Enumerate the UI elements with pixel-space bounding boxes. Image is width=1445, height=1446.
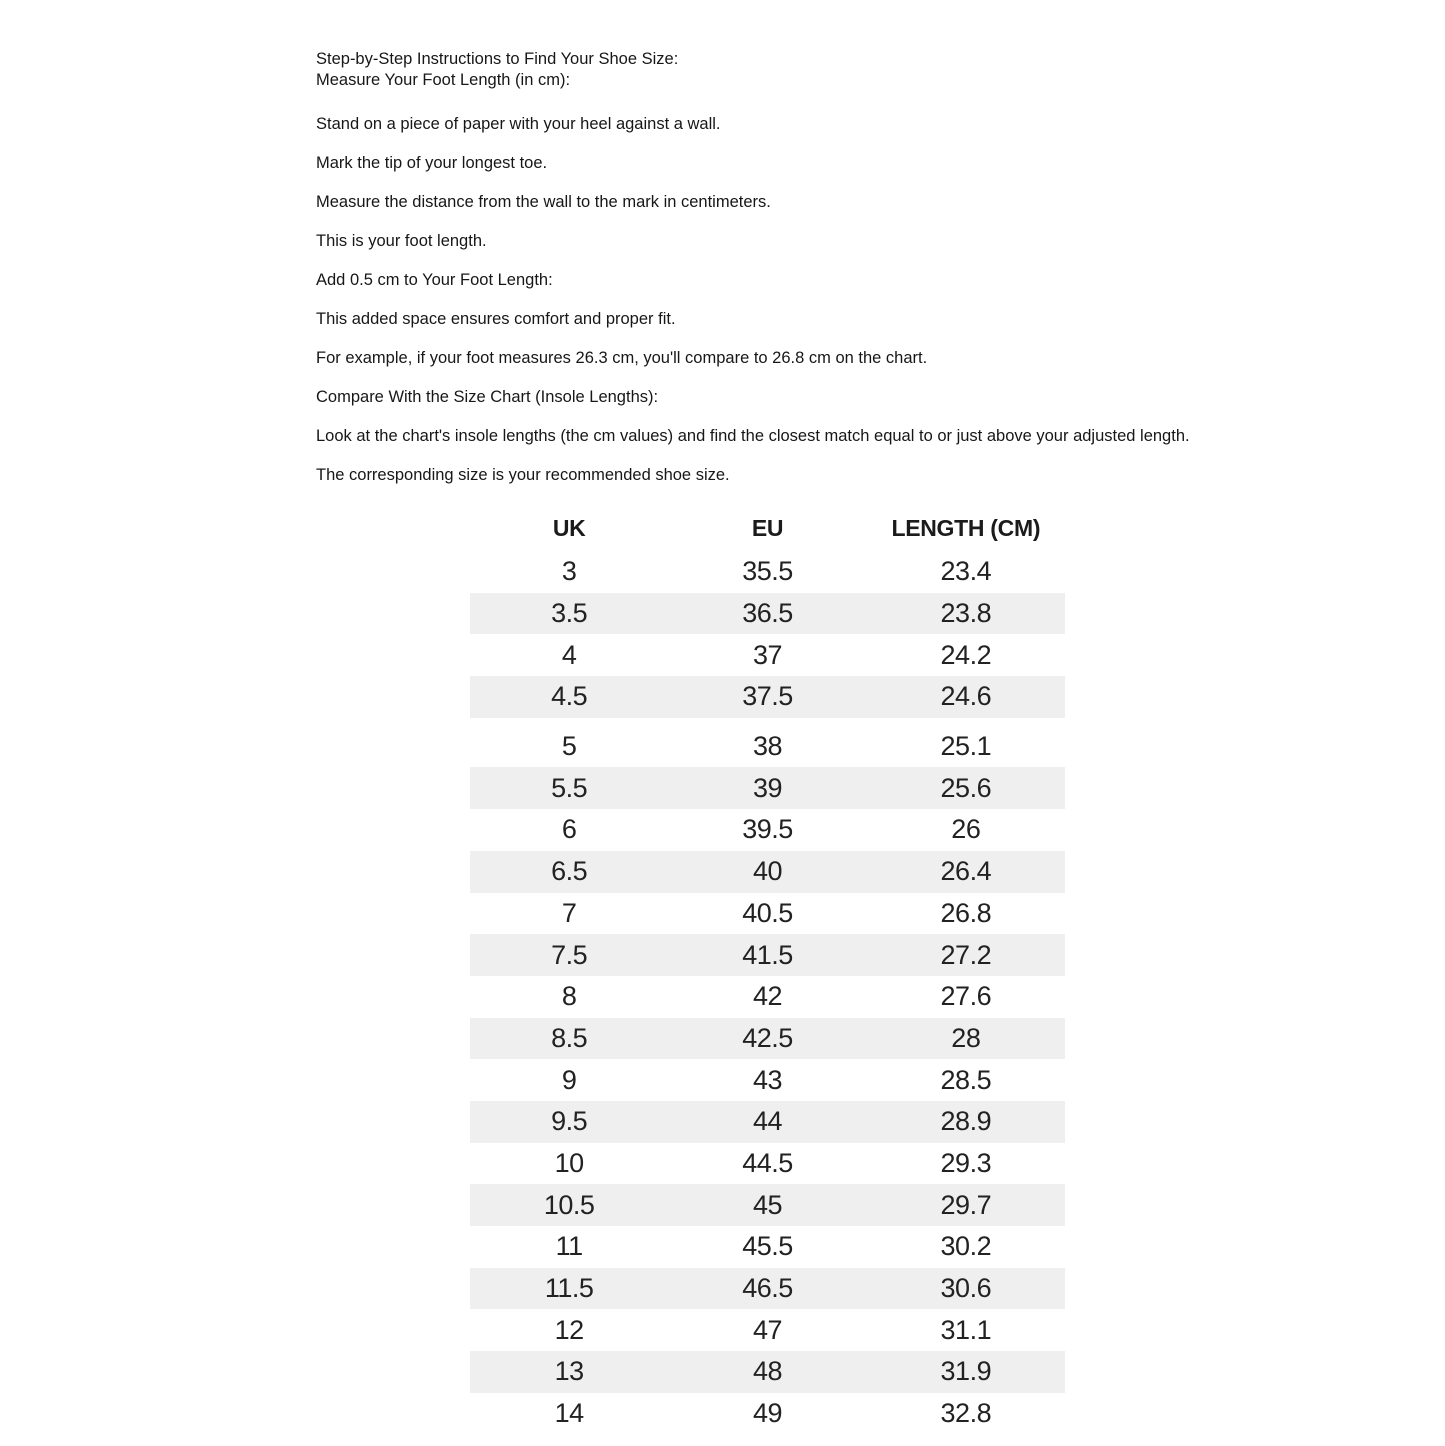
instructions-section — [316, 49, 1326, 506]
table-cell: 30.6 — [940, 1273, 992, 1304]
table-cell: 5.5 — [551, 772, 588, 803]
table-cell: 35.5 — [742, 556, 793, 587]
table-row-uk-10.5 — [470, 1184, 1065, 1226]
table-cell: 31.1 — [940, 1314, 992, 1345]
table-cell: 26.8 — [940, 897, 992, 928]
table-row-uk-4.5 — [470, 676, 1065, 718]
table-cell: 4.5 — [551, 681, 588, 712]
size-chart-body — [470, 551, 1065, 1434]
table-cell: 23.4 — [940, 556, 992, 587]
table-cell: 25.6 — [940, 772, 992, 803]
size-chart-table — [470, 505, 1065, 1434]
table-cell: 26.4 — [940, 856, 992, 887]
instruction-paragraph: Stand on a piece of paper with your heel against a wall. — [316, 115, 721, 133]
instruction-paragraph: This is your foot length. — [316, 232, 487, 250]
table-cell: 6 — [561, 814, 577, 845]
instruction-paragraph: Add 0.5 cm to Your Foot Length: — [316, 271, 553, 289]
table-row-uk-9.5 — [470, 1101, 1065, 1143]
table-row-uk-8.5 — [470, 1018, 1065, 1060]
table-row-uk-4 — [470, 634, 1065, 676]
table-row-uk-5 — [470, 726, 1065, 768]
table-cell: 27.2 — [940, 939, 992, 970]
column-header-length-cm: LENGTH (CM) — [891, 514, 1041, 541]
table-cell: 28.9 — [940, 1106, 992, 1137]
table-row-uk-9 — [470, 1059, 1065, 1101]
table-cell: 13 — [554, 1356, 584, 1387]
table-cell: 11.5 — [544, 1273, 594, 1304]
table-row-uk-11 — [470, 1226, 1065, 1268]
table-cell: 23.8 — [940, 598, 992, 629]
table-cell: 12 — [554, 1314, 584, 1345]
column-header-eu: EU — [751, 514, 784, 541]
table-cell: 39.5 — [742, 814, 793, 845]
table-cell: 3.5 — [551, 598, 588, 629]
table-row-uk-6.5 — [470, 851, 1065, 893]
table-cell: 27.6 — [940, 981, 992, 1012]
table-cell: 42.5 — [742, 1022, 793, 1053]
table-cell: 25.1 — [940, 731, 992, 762]
table-cell: 26 — [951, 814, 981, 845]
table-cell: 36.5 — [742, 598, 793, 629]
table-cell: 10.5 — [543, 1189, 595, 1220]
table-cell: 30.2 — [940, 1231, 992, 1262]
table-cell: 28.5 — [940, 1064, 992, 1095]
table-cell: 6.5 — [551, 856, 588, 887]
table-cell: 9 — [561, 1064, 577, 1095]
instruction-paragraph: Measure the distance from the wall to the mark in centimeters. — [316, 193, 771, 211]
table-cell: 40.5 — [742, 897, 793, 928]
table-cell: 7.5 — [551, 939, 588, 970]
table-cell: 38 — [752, 731, 783, 762]
instructions-title-line2: Measure Your Foot Length (in cm): — [316, 71, 571, 89]
table-row-uk-7 — [470, 893, 1065, 935]
table-cell: 10 — [554, 1147, 584, 1178]
table-row-uk-13 — [470, 1351, 1065, 1393]
table-cell: 8.5 — [551, 1022, 588, 1053]
table-row-uk-3 — [470, 551, 1065, 593]
table-cell: 5 — [561, 731, 577, 762]
table-cell: 48 — [752, 1356, 783, 1387]
column-header-uk: UK — [552, 514, 586, 541]
instructions-paragraphs — [316, 116, 1326, 484]
table-row-uk-7.5 — [470, 934, 1065, 976]
table-row-uk-10 — [470, 1143, 1065, 1185]
table-cell: 24.6 — [940, 681, 992, 712]
table-cell: 8 — [561, 981, 577, 1012]
table-cell: 42 — [752, 981, 783, 1012]
table-cell: 45.5 — [742, 1231, 793, 1262]
table-row-uk-8 — [470, 976, 1065, 1018]
instruction-paragraph: This added space ensures comfort and proper fit. — [316, 310, 676, 328]
instruction-paragraph: The corresponding size is your recommended shoe size. — [316, 466, 730, 484]
table-row-uk-3.5 — [470, 593, 1065, 635]
table-row-uk-12 — [470, 1309, 1065, 1351]
instruction-paragraph: Compare With the Size Chart (Insole Lengths): — [316, 388, 659, 406]
table-cell: 28 — [951, 1022, 981, 1053]
instruction-paragraph: Look at the chart's insole lengths (the cm values) and find the closest match equal to or just above your adjusted length. — [316, 427, 1190, 445]
table-cell: 37.5 — [742, 681, 793, 712]
table-cell: 4 — [561, 639, 577, 670]
table-row-uk-5.5 — [470, 767, 1065, 809]
table-cell: 7 — [561, 897, 577, 928]
size-chart-header-row — [470, 505, 1065, 551]
table-row-uk-6 — [470, 809, 1065, 851]
table-cell: 29.3 — [940, 1147, 992, 1178]
table-cell: 9.5 — [551, 1106, 588, 1137]
table-cell: 39 — [752, 772, 783, 803]
table-cell: 37 — [752, 639, 783, 670]
table-cell: 44.5 — [742, 1147, 793, 1178]
instructions-title — [316, 49, 1326, 91]
table-cell: 3 — [561, 556, 577, 587]
table-cell: 45 — [752, 1189, 783, 1220]
table-cell: 29.7 — [940, 1189, 992, 1220]
table-cell: 41.5 — [742, 939, 793, 970]
table-cell: 14 — [554, 1398, 584, 1429]
table-cell: 31.9 — [940, 1356, 992, 1387]
instructions-title-line1: Step-by-Step Instructions to Find Your Shoe Size: — [316, 50, 679, 68]
table-cell: 32.8 — [940, 1398, 992, 1429]
instruction-paragraph: Mark the tip of your longest toe. — [316, 154, 548, 172]
instruction-paragraph: For example, if your foot measures 26.3 cm, you'll compare to 26.8 cm on the chart. — [316, 349, 928, 367]
table-cell: 46.5 — [742, 1273, 793, 1304]
table-row-uk-11.5 — [470, 1268, 1065, 1310]
table-cell: 11 — [555, 1231, 583, 1262]
table-cell: 43 — [752, 1064, 783, 1095]
table-cell: 44 — [752, 1106, 783, 1137]
table-cell: 40 — [752, 856, 783, 887]
table-row-uk-14 — [470, 1393, 1065, 1435]
table-cell: 24.2 — [940, 639, 992, 670]
table-cell: 49 — [752, 1398, 783, 1429]
table-cell: 47 — [752, 1314, 783, 1345]
